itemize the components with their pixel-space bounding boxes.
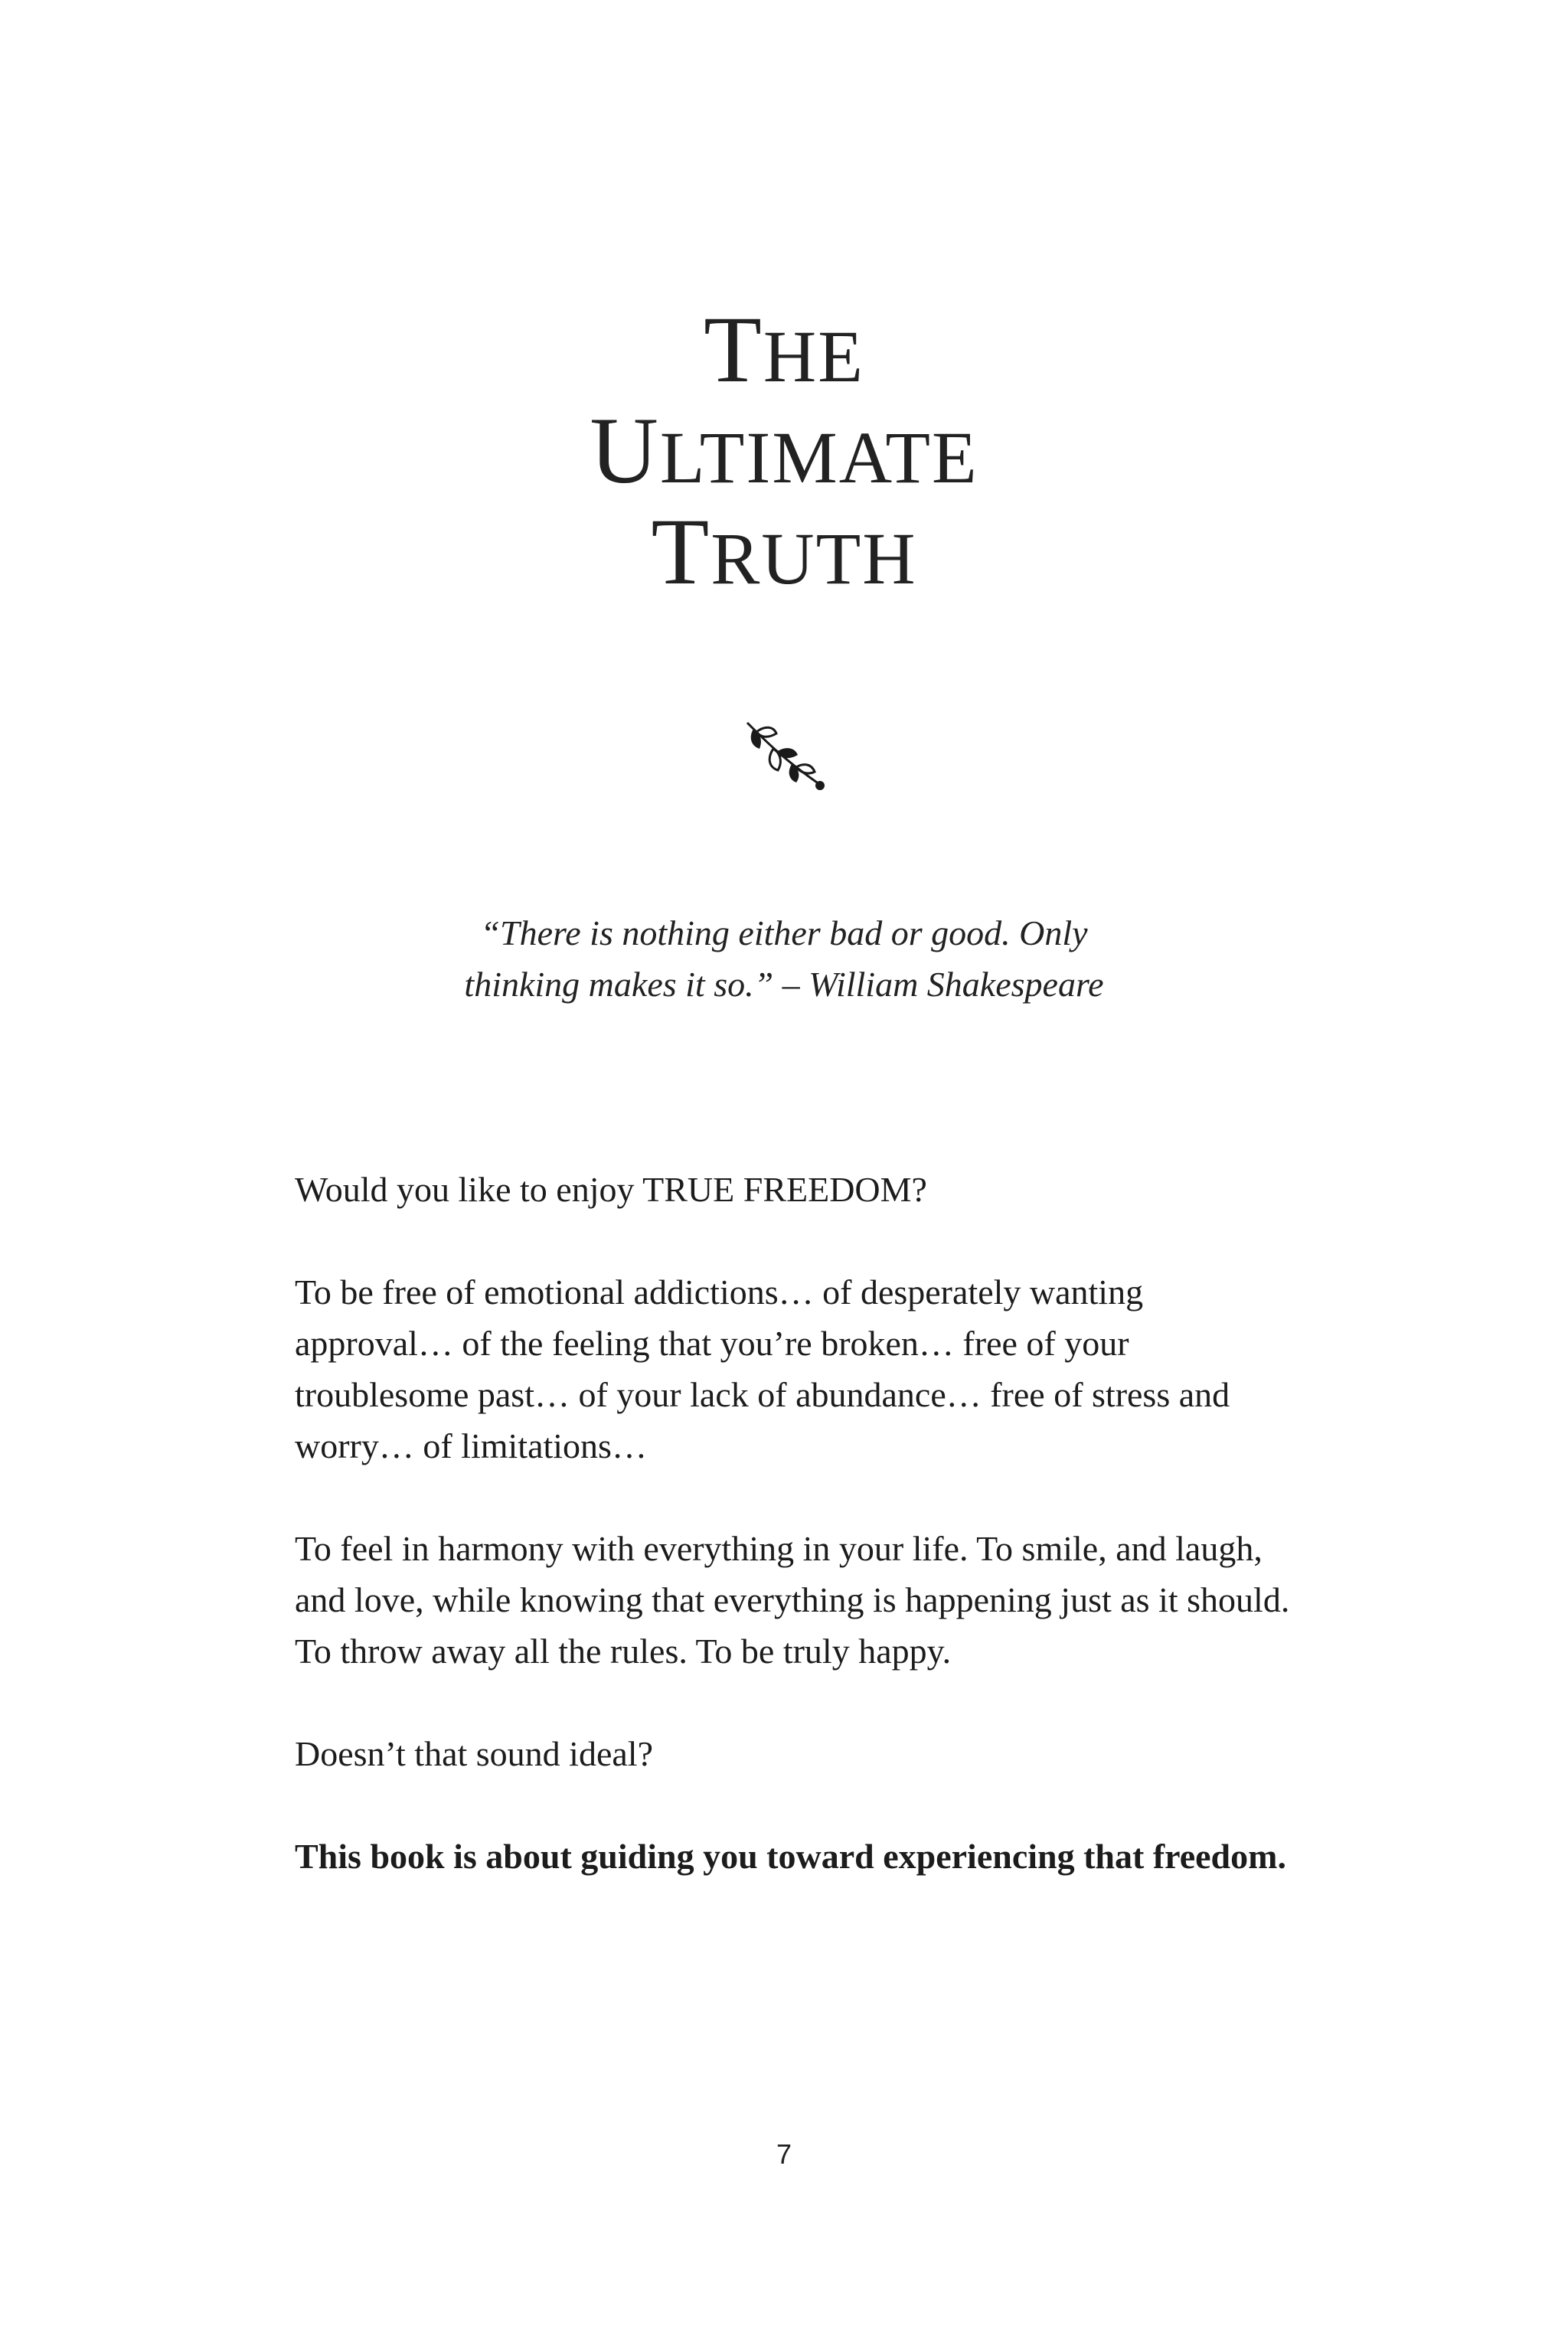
leaf-branch-icon xyxy=(743,718,827,793)
epigraph-line-1: “There is nothing either bad or good. Only xyxy=(480,913,1088,952)
epigraph-quote xyxy=(0,907,1568,1010)
body-paragraph-1: Would you like to enjoy TRUE FREEDOM? xyxy=(295,1170,927,1209)
body-paragraph-2: To be free of emotional addictions… of desperately wanting approval… of the feeling that you’re broken… free of your troublesome past… of your lack of abundance… free of stress and worry… of limitations… xyxy=(295,1272,1230,1465)
chapter-title-line-2: ULTIMATE xyxy=(590,398,978,504)
chapter-title-line-3: TRUTH xyxy=(651,499,917,605)
chapter-body xyxy=(295,1164,1290,1933)
page-number: 7 xyxy=(776,2138,792,2170)
chapter-title-line-1: THE xyxy=(704,297,864,403)
body-paragraph-bold: This book is about guiding you toward experiencing that freedom. xyxy=(295,1837,1286,1876)
chapter-title xyxy=(0,299,1568,603)
body-paragraph-4: Doesn’t that sound ideal? xyxy=(295,1734,653,1773)
epigraph-line-2: thinking makes it so.” – William Shakespeare xyxy=(464,965,1104,1004)
body-paragraph-3: To feel in harmony with everything in your life. To smile, and laugh, and love, while knowing that everything is happening just as it should. To throw away all the rules. To be truly happy. xyxy=(295,1529,1290,1671)
